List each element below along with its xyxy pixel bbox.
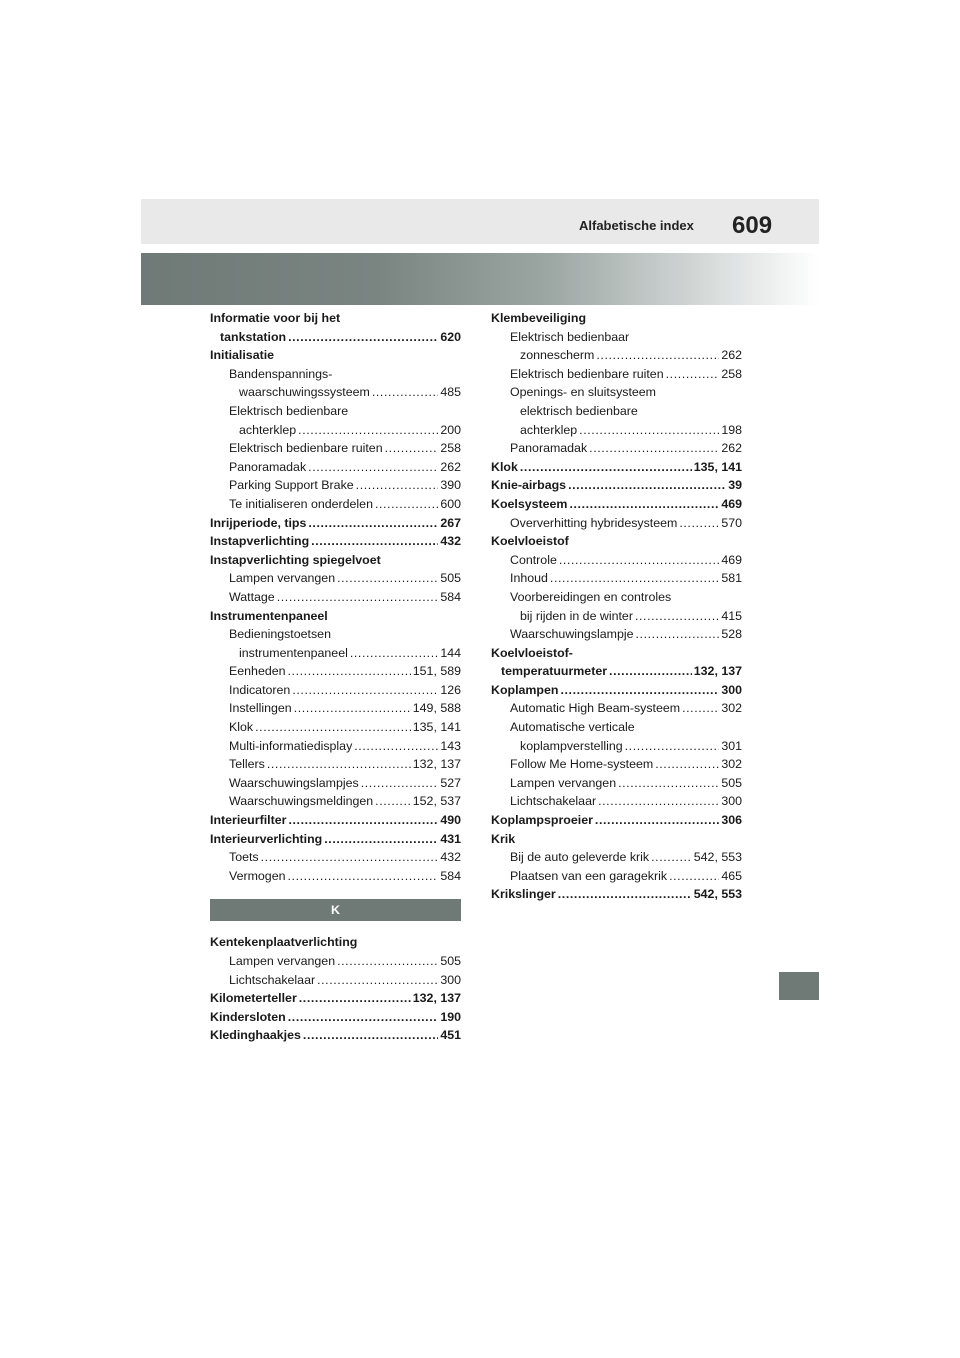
index-subentry: Bij de auto geleverde krik ..... 542, 553	[491, 848, 742, 867]
index-subentry: Panoramadak ..... 262	[491, 439, 742, 458]
decorative-gradient-band	[141, 253, 819, 305]
index-subheading: Voorbereidingen en controles	[510, 589, 672, 604]
index-subentry: Lampen vervangen ..... 505	[210, 952, 461, 971]
index-subheading: elektrisch bedienbare	[520, 403, 638, 418]
index-subentry: Panoramadak ..... 262	[210, 458, 461, 477]
index-subentry: bij rijden in de winter ..... 415	[491, 607, 742, 626]
index-subheading: Elektrisch bedienbaar	[510, 329, 630, 344]
index-subentry: Lichtschakelaar ..... 300	[210, 971, 461, 990]
index-subentry: Waarschuwingslampjes ..... 527	[210, 774, 461, 793]
index-entry: Interieurverlichting ..... 431	[210, 830, 461, 849]
index-subentry: Waarschuwingsmeldingen ..... 152, 537	[210, 792, 461, 811]
index-subentry: Te initialiseren onderdelen ..... 600	[210, 495, 461, 514]
index-subentry: Inhoud ..... 581	[491, 569, 742, 588]
index-heading: Initialisatie	[210, 348, 275, 363]
index-subentry: Oververhitting hybridesysteem ..... 570	[491, 514, 742, 533]
index-subentry: achterklep ..... 198	[491, 421, 742, 440]
header-title: Alfabetische index	[579, 218, 694, 233]
index-entry: Knie-airbags ..... 39	[491, 476, 742, 495]
index-heading: Krik	[491, 831, 516, 846]
index-entry: Koplampen ..... 300	[491, 681, 742, 700]
index-subentry: Instellingen ..... 149, 588	[210, 699, 461, 718]
index-subheading: Bedieningstoetsen	[229, 627, 331, 642]
index-subentry: instrumentenpaneel ..... 144	[210, 644, 461, 663]
index-subentry: Klok ..... 135, 141	[210, 718, 461, 737]
index-subheading: Bandenspannings-	[229, 366, 333, 381]
index-entry: Klok ..... 135, 141	[491, 458, 742, 477]
index-heading: Instapverlichting spiegelvoet	[210, 552, 381, 567]
index-subentry: Vermogen ..... 584	[210, 867, 461, 886]
index-column-right	[491, 309, 742, 904]
index-subentry: Controle ..... 469	[491, 551, 742, 570]
index-entry: Interieurfilter ..... 490	[210, 811, 461, 830]
index-entry: tankstation ..... 620	[210, 328, 461, 347]
index-heading: Informatie voor bij het	[210, 311, 341, 325]
index-subentry: Waarschuwingslampje ..... 528	[491, 625, 742, 644]
index-subentry: Lichtschakelaar ..... 300	[491, 792, 742, 811]
index-heading: Kentekenplaatverlichting	[210, 935, 358, 950]
index-subheading: Openings- en sluitsysteem	[510, 385, 657, 400]
index-subentry: Plaatsen van een garagekrik ..... 465	[491, 867, 742, 886]
index-subentry: Eenheden ..... 151, 589	[210, 662, 461, 681]
index-subentry: Lampen vervangen ..... 505	[491, 774, 742, 793]
header-band	[141, 199, 819, 244]
index-entry: Koplampsproeier ..... 306	[491, 811, 742, 830]
index-heading: Koelvloeistof-	[491, 645, 573, 660]
index-entry: Instapverlichting ..... 432	[210, 532, 461, 551]
index-subentry: Elektrisch bedienbare ruiten ..... 258	[491, 365, 742, 384]
index-subentry: Follow Me Home-systeem ..... 302	[491, 755, 742, 774]
index-subentry: Elektrisch bedienbare ruiten ..... 258	[210, 439, 461, 458]
index-entry: temperatuurmeter ..... 132, 137	[491, 662, 742, 681]
index-column-left	[210, 309, 461, 1045]
index-heading: Koelvloeistof	[491, 534, 569, 549]
index-subentry: achterklep ..... 200	[210, 421, 461, 440]
index-subentry: Indicatoren ..... 126	[210, 681, 461, 700]
index-subentry: Automatic High Beam-systeem ..... 302	[491, 699, 742, 718]
index-subentry: zonnescherm ..... 262	[491, 346, 742, 365]
index-heading: Klembeveiliging	[491, 311, 587, 325]
index-subentry: waarschuwingssysteem ..... 485	[210, 383, 461, 402]
index-heading: Instrumentenpaneel	[210, 608, 328, 623]
index-subentry: koplampverstelling ..... 301	[491, 737, 742, 756]
index-entry: Kindersloten ..... 190	[210, 1008, 461, 1027]
index-subheading: Elektrisch bedienbare	[229, 403, 349, 418]
index-subentry: Toets ..... 432	[210, 848, 461, 867]
index-subentry: Tellers ..... 132, 137	[210, 755, 461, 774]
index-entry: Inrijperiode, tips ..... 267	[210, 514, 461, 533]
index-entry: Koelsysteem ..... 469	[491, 495, 742, 514]
index-entry: Kilometerteller ..... 132, 137	[210, 989, 461, 1008]
section-thumb-tab	[779, 972, 819, 1000]
page-number: 609	[732, 212, 773, 239]
index-subentry: Parking Support Brake ..... 390	[210, 476, 461, 495]
index-entry: Kledinghaakjes ..... 451	[210, 1026, 461, 1045]
index-subentry: Multi-informatiedisplay ..... 143	[210, 737, 461, 756]
index-subentry: Wattage ..... 584	[210, 588, 461, 607]
index-entry: Krikslinger ..... 542, 553	[491, 885, 742, 904]
index-subheading: Automatische verticale	[510, 720, 635, 735]
section-letter-bar: K	[210, 899, 461, 921]
index-subentry: Lampen vervangen ..... 505	[210, 569, 461, 588]
